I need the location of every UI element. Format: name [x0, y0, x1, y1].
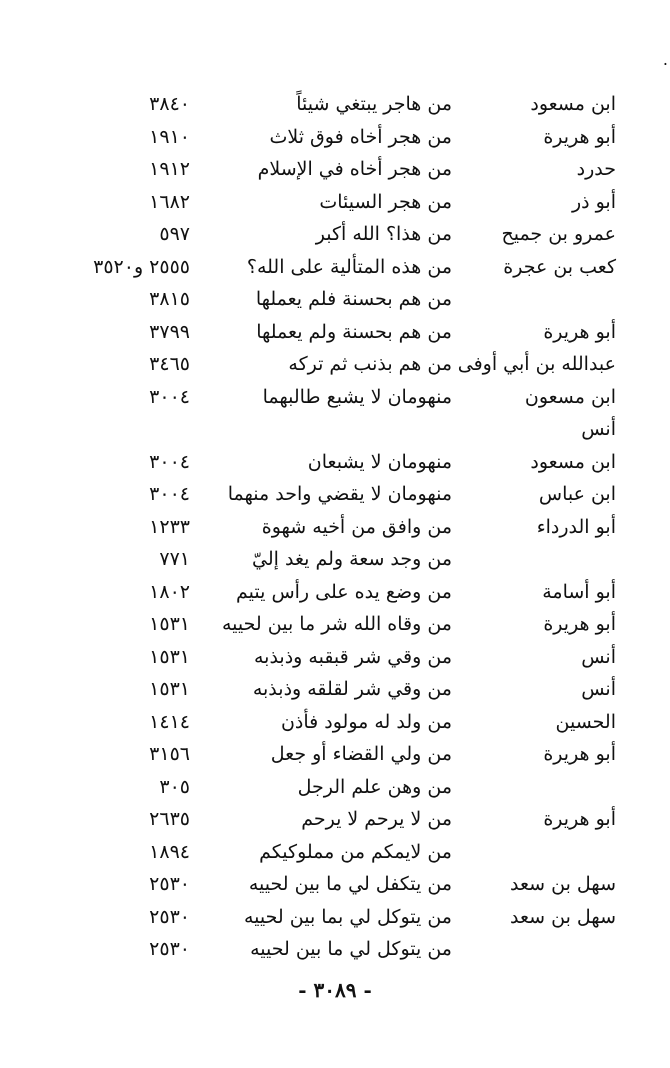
hadith-phrase: من يتكفل لي ما بين لحييه: [248, 873, 452, 895]
hadith-reference-number: ١٨٩٤: [149, 840, 190, 863]
hadith-reference-number: ٣٨٤٠: [149, 93, 190, 115]
index-entry-row: [60, 803, 616, 836]
hadith-reference-number: ٣٠٠٤: [149, 450, 190, 473]
hadith-phrase: من هم بحسنة فلم يعملها: [255, 288, 452, 310]
hadith-phrase: من وضع يده على رأس يتيم: [236, 580, 452, 603]
hadith-reference-number: ٣٠٥: [159, 775, 190, 798]
hadith-reference-number: ١٥٣١: [149, 613, 190, 635]
narrator-name: أبو هريرة: [543, 125, 616, 148]
hadith-phrase: من هم بذنب ثم تركه: [288, 353, 452, 375]
hadith-phrase: من هجر السيئات: [319, 190, 452, 213]
hadith-reference-number: ٧٧١: [159, 548, 190, 570]
hadith-reference-number: ١٢٣٣: [149, 515, 190, 538]
hadith-phrase: منهومان لا يقضي واحد منهما: [227, 483, 452, 505]
index-entry-row: [60, 316, 616, 349]
hadith-reference-number: ٣٧٩٩: [149, 320, 190, 343]
narrator-name: أبو هريرة: [543, 320, 616, 343]
index-entry-row: [60, 153, 616, 186]
hadith-reference-number: ١٩١٠: [149, 125, 190, 148]
hadith-phrase: من ولد له مولود فأذن: [280, 710, 452, 733]
hadith-phrase: من وقاه الله شر ما بين لحييه: [222, 613, 452, 635]
hadith-reference-number: ١٤١٤: [149, 710, 190, 733]
index-entry-row: [60, 738, 616, 771]
narrator-name: عبدالله بن أبي أوفى: [457, 353, 616, 375]
hadith-phrase: من هجر أخاه في الإسلام: [257, 158, 452, 180]
index-entry-row: [60, 673, 616, 706]
hadith-phrase: من وقي شر قبقبه وذبذبه: [253, 645, 452, 668]
narrator-name: ابن عباس: [538, 483, 616, 505]
index-entry-row: [60, 186, 616, 219]
index-entry-row: [60, 706, 616, 739]
hadith-phrase: منهومان لا يشبع طالبهما: [262, 385, 452, 408]
hadith-reference-number: ٣٤٦٥: [149, 353, 190, 375]
hadith-phrase: من هاجر يبتغي شيئاً: [296, 93, 452, 115]
hadith-reference-number: ٢٥٣٠: [149, 873, 190, 895]
index-entry-row: [60, 543, 616, 576]
hadith-phrase: من يتوكل لي بما بين لحييه: [244, 905, 452, 928]
narrator-name: أنس: [581, 645, 616, 668]
index-entry-row: [60, 283, 616, 316]
page-number: - ٣٠٨٩ -: [298, 978, 372, 1002]
narrator-name: أبو هريرة: [543, 743, 616, 765]
narrator-name: عمرو بن جميح: [501, 223, 616, 245]
index-entry-row: [60, 608, 616, 641]
hadith-reference-number: ١٥٣١: [149, 645, 190, 668]
narrator-name: سهل بن سعد: [510, 905, 616, 928]
index-entry-row: [60, 446, 616, 479]
hadith-phrase: من يتوكل لي ما بين لحييه: [250, 938, 452, 960]
hadith-phrase: من هم بحسنة ولم يعملها: [256, 320, 452, 343]
narrator-name: حدرد: [576, 158, 616, 180]
hadith-phrase: من وجد سعة ولم يغد إليّ: [252, 548, 452, 570]
index-entry-row: [60, 478, 616, 511]
narrator-name: الحسين: [555, 710, 616, 733]
index-entry-row: [60, 218, 616, 251]
hadith-phrase: من ولي القضاء أو جعل: [270, 743, 452, 765]
hadith-reference-number: ٣٠٠٤: [149, 483, 190, 505]
hadith-reference-number: ١٨٠٢: [149, 580, 190, 603]
index-entry-row: [60, 251, 616, 284]
index-entry-row: [60, 121, 616, 154]
index-entry-row: [60, 348, 616, 381]
hadith-reference-number: ١٩١٢: [149, 158, 190, 180]
narrator-name: أبو أسامة: [542, 580, 616, 603]
hadith-index-list: [60, 88, 616, 966]
narrator-name: أبو الدرداء: [536, 515, 616, 538]
hadith-reference-number: ٥٩٧: [159, 223, 190, 245]
index-entry-row: [60, 641, 616, 674]
hadith-reference-number: ٣١٥٦: [149, 743, 190, 765]
hadith-reference-number: ٢٥٣٠: [149, 938, 190, 960]
index-entry-row: [60, 413, 616, 446]
narrator-name: كعب بن عجرة: [503, 255, 616, 278]
hadith-reference-number: ٣٨١٥: [149, 288, 190, 310]
hadith-reference-number: ٢٥٥٥ و٣٥٢٠: [93, 255, 190, 278]
hadith-phrase: من لايمكم من مملوكيكم: [259, 840, 452, 863]
hadith-phrase: من هذه المتألية على الله؟: [246, 255, 452, 278]
narrator-name: ابن مسعود: [530, 93, 616, 115]
index-entry-row: [60, 88, 616, 121]
corner-mark: .: [662, 50, 668, 69]
hadith-phrase: من وافق من أخيه شهوة: [261, 515, 452, 538]
narrator-name: أنس: [581, 418, 616, 440]
narrator-name: أبو هريرة: [543, 613, 616, 635]
index-entry-row: [60, 381, 616, 414]
hadith-reference-number: ١٦٨٢: [149, 190, 190, 213]
hadith-reference-number: ٣٠٠٤: [149, 385, 190, 408]
hadith-phrase: من لا يرحم لا يرحم: [301, 808, 452, 830]
index-entry-row: [60, 868, 616, 901]
narrator-name: أبو ذر: [571, 190, 616, 213]
index-entry-row: [60, 511, 616, 544]
index-entry-row: [60, 836, 616, 869]
narrator-name: سهل بن سعد: [510, 873, 616, 895]
index-entry-row: [60, 576, 616, 609]
hadith-reference-number: ٢٦٣٥: [149, 808, 190, 830]
narrator-name: ابن مسعون: [524, 385, 616, 408]
narrator-name: أنس: [581, 678, 616, 700]
index-entry-row: [60, 771, 616, 804]
narrator-name: ابن مسعود: [530, 450, 616, 473]
hadith-phrase: من وقي شر لقلقه وذبذبه: [252, 678, 452, 700]
hadith-phrase: منهومان لا يشبعان: [307, 450, 452, 473]
hadith-phrase: من هجر أخاه فوق ثلاث: [269, 125, 452, 148]
index-entry-row: [60, 933, 616, 966]
hadith-reference-number: ٢٥٣٠: [149, 905, 190, 928]
hadith-phrase: من هذا؟ الله أكبر: [315, 223, 452, 245]
narrator-name: أبو هريرة: [543, 808, 616, 830]
hadith-reference-number: ١٥٣١: [149, 678, 190, 700]
index-entry-row: [60, 901, 616, 934]
hadith-phrase: من وهن علم الرجل: [297, 775, 452, 798]
